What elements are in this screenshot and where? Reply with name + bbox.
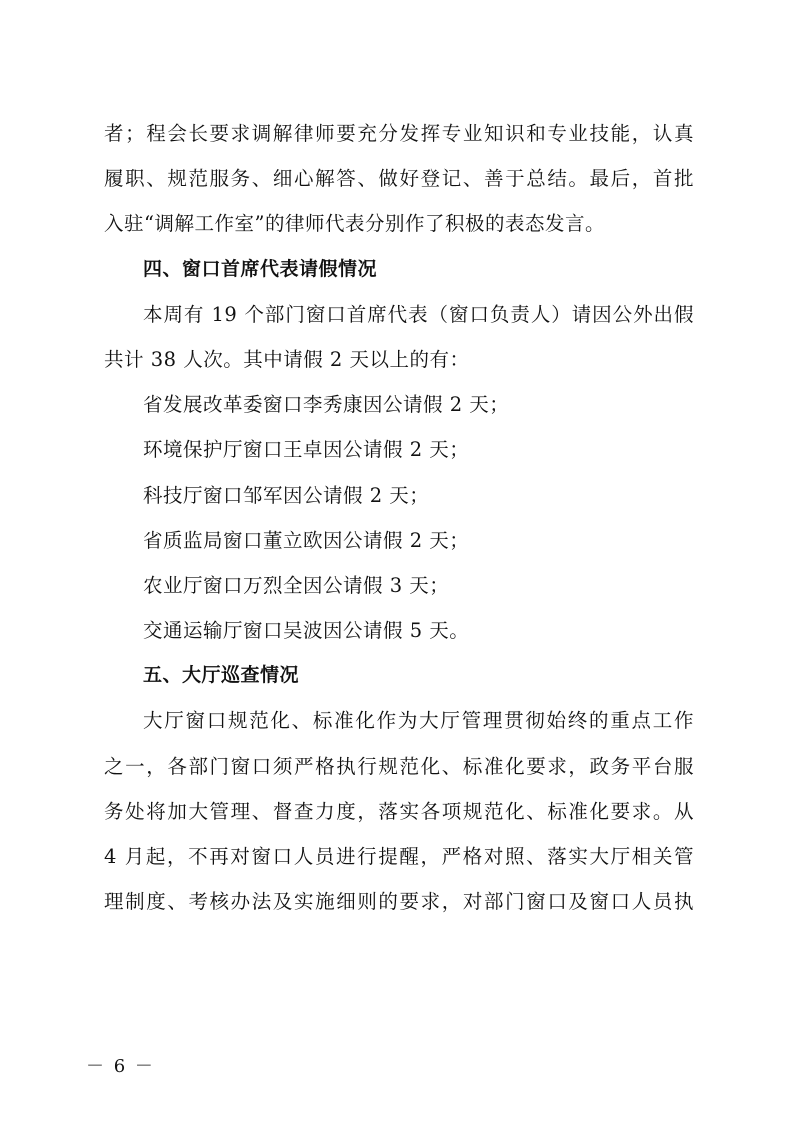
leave-item: 环境保护厅窗口王卓因公请假 2 天； bbox=[143, 438, 470, 462]
leave-item: 农业厅窗口万烈全因公请假 3 天； bbox=[143, 573, 450, 597]
leave-list bbox=[104, 382, 694, 653]
leave-item: 省质监局窗口董立欧因公请假 2 天； bbox=[143, 528, 470, 552]
page-number: － 6 － bbox=[86, 1056, 155, 1077]
body-text-line: 理制度、考核办法及实施细则的要求，对部门窗口及窗口人员执 bbox=[104, 890, 694, 914]
intro-paragraph bbox=[104, 111, 694, 247]
body-text-line: 入驻“调解工作室”的律师代表分别作了积极的表态发言。 bbox=[104, 212, 605, 236]
leave-item: 科技厅窗口邹军因公请假 2 天； bbox=[143, 483, 430, 507]
body-text-line: 之一，各部门窗口须严格执行规范化、标准化要求，政务平台服 bbox=[104, 754, 694, 778]
inspection-paragraph bbox=[104, 698, 694, 924]
body-text-line: 共计 38 人次。其中请假 2 天以上的有： bbox=[104, 347, 470, 371]
body-text-line: 大厅窗口规范化、标准化作为大厅管理贯彻始终的重点工作 bbox=[143, 709, 694, 733]
body-text-line: 者；程会长要求调解律师要充分发挥专业知识和专业技能，认真 bbox=[104, 122, 694, 145]
leave-item: 省发展改革委窗口李秀康因公请假 2 天； bbox=[143, 393, 510, 417]
leave-item: 交通运输厅窗口吴波因公请假 5 天。 bbox=[143, 619, 470, 643]
section-heading: 四、窗口首席代表请假情况 bbox=[143, 257, 378, 280]
body-text-line: 务处将加大管理、督查力度，落实各项规范化、标准化要求。从 bbox=[104, 799, 694, 823]
document-body bbox=[104, 111, 694, 924]
body-text-line: 4 月起，不再对窗口人员进行提醒，严格对照、落实大厅相关管 bbox=[104, 845, 694, 868]
section-heading: 五、大厅巡查情况 bbox=[143, 664, 300, 687]
section-four bbox=[104, 247, 694, 654]
body-text-line: 本周有 19 个部门窗口首席代表（窗口负责人）请因公外出假 bbox=[143, 302, 694, 326]
body-text-line: 履职、规范服务、细心解答、做好登记、善于总结。最后，首批 bbox=[104, 167, 694, 191]
leave-summary-paragraph bbox=[104, 292, 694, 382]
section-five bbox=[104, 653, 694, 924]
